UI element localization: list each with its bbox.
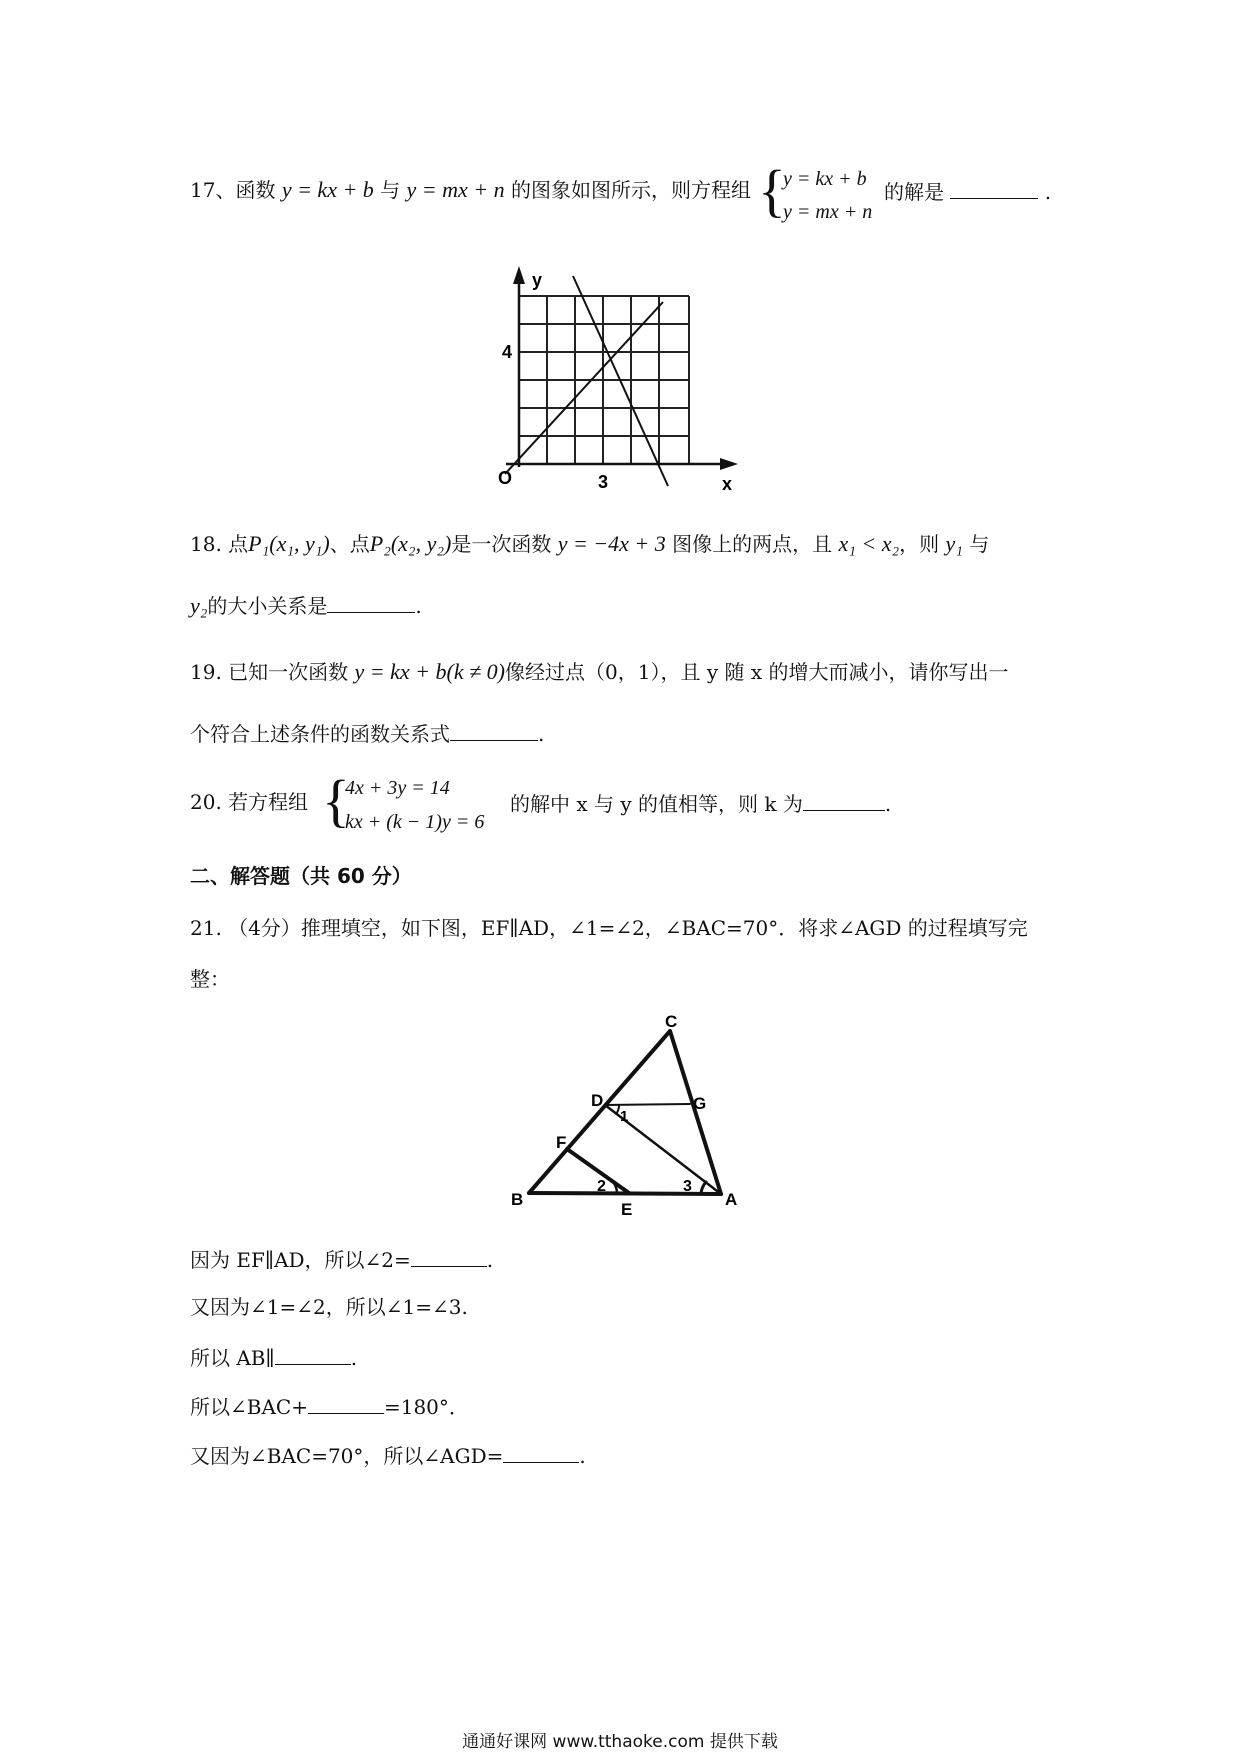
q18-y1: y₁: [945, 531, 963, 556]
q17-text-3: 的解是: [884, 180, 944, 204]
q17-function-2: y = mx + n: [406, 177, 505, 202]
angle-2-label: 2: [597, 1178, 606, 1195]
proof-step-3-text: 所以 AB∥: [190, 1346, 275, 1370]
proof-blank-1[interactable]: [411, 1244, 487, 1267]
q21-triangle-figure: [505, 1005, 745, 1215]
q17-text-2: 的图象如图所示，则方程组: [511, 178, 751, 202]
q19-function: y = kx + b(k ≠ 0): [354, 659, 506, 684]
q18-line-2: [190, 590, 422, 620]
q18-answer-blank[interactable]: [327, 590, 415, 613]
proof-step-5-text: 又因为∠BAC=70°，所以∠AGD=: [190, 1444, 504, 1468]
angle-1-arc: [616, 1105, 619, 1114]
side-bc: [529, 1031, 670, 1193]
q17-connector: 与: [380, 178, 401, 202]
q20-system-eq2: kx + (k − 1)y = 6: [345, 811, 485, 833]
q19-answer-blank[interactable]: [450, 718, 538, 741]
vertex-c-label: C: [665, 1012, 678, 1031]
q18-text: 18. 点: [190, 532, 249, 556]
q18-separator: 、点: [329, 532, 370, 556]
q18-text-2: 是一次函数: [451, 532, 552, 556]
origin-label: O: [498, 468, 513, 488]
q18-line-1: [190, 530, 989, 558]
q17-function-1: y = kx + b: [281, 177, 374, 202]
proof-step-1-text: 因为 EF∥AD，所以∠2=: [190, 1248, 411, 1272]
proof-step-5: [190, 1440, 586, 1470]
q17-period: .: [1044, 180, 1052, 204]
proof-step-4-text: 所以∠BAC+: [190, 1395, 308, 1419]
q20-period: .: [884, 792, 892, 816]
proof-step-4-text-2: =180°．: [383, 1395, 469, 1419]
q19-text-3: 个符合上述条件的函数关系式: [190, 722, 450, 746]
proof-step-1: [190, 1244, 493, 1274]
side-ba: [529, 1193, 721, 1194]
proof-step-4: [190, 1391, 469, 1421]
q20-brace: {: [322, 768, 350, 833]
proof-step-3: [190, 1342, 357, 1372]
q20-text-2: 的解中 x 与 y 的值相等，则 k 为: [510, 792, 803, 816]
q20-answer-blank[interactable]: [803, 788, 885, 811]
q19-text: 19. 已知一次函数: [190, 660, 349, 684]
proof-step-5-period: .: [579, 1444, 586, 1468]
q21-line-2: 整：: [190, 967, 230, 991]
q18-point-2: P₂(x₂, y₂): [369, 531, 452, 556]
proof-blank-2[interactable]: [275, 1342, 351, 1365]
q17-graph: [488, 262, 750, 492]
angle-3-label: 3: [683, 1178, 692, 1195]
point-g-label: G: [693, 1094, 707, 1113]
point-f-label: F: [556, 1133, 567, 1152]
q18-function: y = −4x + 3: [557, 531, 666, 556]
proof-blank-4[interactable]: [503, 1440, 579, 1463]
point-d-label: D: [591, 1091, 604, 1110]
vertex-b-label: B: [511, 1190, 524, 1209]
graph-grid: [519, 296, 689, 464]
q17-line: [190, 176, 751, 204]
q18-period: .: [415, 594, 422, 618]
q20-system-eq1: 4x + 3y = 14: [345, 777, 450, 799]
y-axis-arrow-icon: [513, 266, 525, 284]
q18-y2: y₂: [190, 593, 208, 618]
q17-system-eq1: y = kx + b: [783, 168, 867, 190]
proof-blank-3[interactable]: [308, 1391, 384, 1414]
q17-answer-blank[interactable]: [950, 176, 1038, 199]
proof-step-2: 又因为∠1=∠2，所以∠1=∠3.: [190, 1295, 468, 1319]
proof-step-3-period: .: [350, 1346, 358, 1370]
y-axis-label: y: [532, 270, 543, 290]
q18-text-3: 图像上的两点，且: [672, 532, 833, 556]
q18-text-4: ，则: [899, 532, 940, 556]
q17-answer-line: [884, 176, 1051, 206]
angle-1-label: 1: [620, 1108, 629, 1125]
point-e-label: E: [621, 1200, 633, 1215]
q19-line-2: [190, 718, 544, 748]
section-heading: 二、解答题（共 60 分）: [190, 864, 412, 888]
q18-point-1: P₁(x₁, y₁): [248, 531, 330, 556]
y-tick-label: 4: [502, 342, 513, 362]
q20-line: [190, 788, 308, 816]
x-tick-label: 3: [598, 472, 609, 492]
page-footer: 通通好课网 www.tthaoke.com 提供下载: [462, 1732, 778, 1752]
x-axis-arrow-icon: [720, 458, 738, 470]
q20-answer-line: [510, 788, 891, 818]
q19-line-1: [190, 658, 1008, 686]
line-y-kx-b: [505, 302, 663, 474]
q18-text-6: 的大小关系是: [207, 594, 328, 618]
q18-condition: x₁ < x₂: [838, 531, 900, 556]
vertex-a-label: A: [725, 1190, 738, 1209]
q17-system-eq2: y = mx + n: [783, 201, 873, 223]
q17-text: 17、函数: [190, 178, 276, 202]
q20-text: 20. 若方程组: [190, 790, 309, 814]
q21-line-1: 21. （4分）推理填空，如下图，EF∥AD，∠1=∠2，∠BAC=70°．将求∠AGD 的过程填写完: [190, 916, 1028, 940]
q17-brace: {: [758, 158, 786, 223]
segment-dg: [605, 1104, 690, 1105]
x-axis-label: x: [722, 474, 733, 492]
q19-text-2: 像经过点（0，1），且 y 随 x 的增大而减小，请你写出一: [505, 660, 1009, 684]
proof-step-1-period: .: [486, 1248, 494, 1272]
q18-text-5: 与: [969, 532, 990, 556]
q19-period: .: [538, 722, 545, 746]
